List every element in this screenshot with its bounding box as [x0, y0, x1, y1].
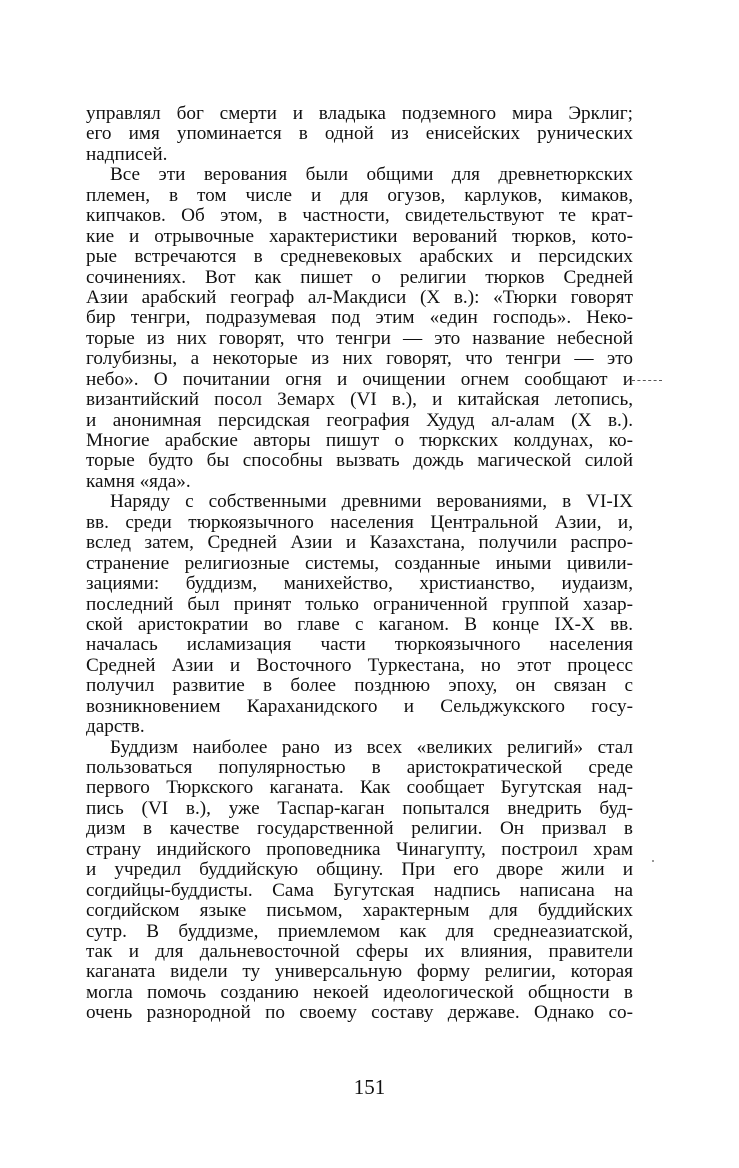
text-line: получил развитие в более позднюю эпоху, он связан с — [86, 675, 633, 697]
text-line: Азии арабский географ ал-Макдиси (X в.): «Тюрки говорят — [86, 286, 633, 308]
text-line: вв. среди тюркоязычного населения Центральной Азии, и, — [86, 511, 633, 533]
text-line: страну индийского проповедника Чинагупту, построил храм — [86, 838, 633, 860]
text-line: торые будто бы способны вызвать дождь магической силой — [86, 450, 633, 472]
text-line: так и для дальневосточной сферы их влияния, правители — [86, 940, 633, 962]
text-line: сутр. В буддизме, приемлемом как для среднеазиатской, — [86, 920, 633, 942]
text-line: пись (VI в.), уже Таспар-каган попытался внедрить буд- — [86, 797, 633, 819]
paragraph — [86, 104, 633, 165]
text-line: небо». О почитании огня и очищении огнем сообщают и — [86, 368, 633, 390]
body-text — [86, 104, 633, 1024]
text-line: Буддизм наиболее рано из всех «великих религий» стал — [110, 736, 633, 758]
text-line: возникновением Караханидского и Сельджукского госу- — [86, 695, 633, 717]
text-line: пользоваться популярностью в аристократической среде — [86, 757, 633, 778]
text-line: дарств. — [86, 716, 145, 738]
text-line: сочинениях. Вот как пишет о религии тюрков Средней — [86, 266, 633, 288]
text-line: византийский посол Земарх (VI в.), и китайская летопись, — [86, 389, 633, 411]
text-line: согдийском языке письмом, характерным для буддийских — [86, 900, 633, 922]
paragraph — [86, 492, 633, 737]
text-line: камня «яда». — [86, 470, 191, 492]
text-line: племен, в том числе и для огузов, карлуков, кимаков, — [86, 184, 633, 206]
text-line: и анонимная персидская география Худуд ал-алам (X в.). — [86, 409, 633, 431]
margin-mark — [632, 380, 662, 381]
text-line: его имя упоминается в одной из енисейских рунических — [86, 123, 633, 145]
text-line: кипчаков. Об этом, в частности, свидетельствуют те крат- — [86, 205, 633, 227]
text-line: дизм в качестве государственной религии. Он призвал в — [86, 818, 633, 840]
text-line: торые из них говорят, что тенгри — это название небесной — [86, 327, 633, 349]
text-line: вслед затем, Средней Азии и Казахстана, получили распро- — [86, 532, 633, 554]
text-line: очень разнородной по своему составу державе. Однако со- — [86, 1002, 633, 1024]
text-line: началась исламизация части тюркоязычного населения — [86, 634, 633, 656]
text-line: последний был принят только ограниченной группой хазар- — [86, 593, 633, 615]
text-line: каганата видели ту универсальную форму религии, которая — [86, 961, 633, 983]
text-line: странение религиозные системы, созданные иными цивили- — [86, 552, 633, 574]
text-line: могла помочь созданию некоей идеологической общности в — [86, 981, 633, 1003]
text-line: зациями: буддизм, манихейство, христианство, иудаизм, — [86, 573, 633, 595]
text-line: первого Тюркского каганата. Как сообщает Бугутская над- — [86, 777, 633, 799]
text-line: Средней Азии и Восточного Туркестана, но этот процесс — [86, 654, 633, 676]
text-line: и учредил буддийскую общину. При его дворе жили и — [86, 859, 633, 881]
text-line: рые встречаются в средневековых арабских и персидских — [86, 246, 633, 268]
text-line: кие и отрывочные характеристики верований тюрков, кото- — [86, 225, 633, 247]
paragraph — [86, 738, 633, 1024]
text-line: ской аристократии во главе с каганом. В конце IX-X вв. — [86, 613, 633, 635]
text-line: Многие арабские авторы пишут о тюркских колдунах, ко- — [86, 430, 633, 451]
text-line: Все эти верования были общими для древнетюркских — [110, 164, 633, 186]
scan-speck — [652, 860, 654, 862]
text-line: бир тенгри, подразумевая под этим «един господь». Неко- — [86, 307, 633, 329]
text-line: Наряду с собственными древними верованиями, в VI-IX — [110, 491, 633, 513]
page-number: 151 — [353, 1075, 386, 1099]
text-line: голубизны, а некоторые из них говорят, что тенгри — это — [86, 348, 633, 370]
text-line: управлял бог смерти и владыка подземного мира Эрклиг; — [86, 103, 633, 124]
text-line: согдийцы-буддисты. Сама Бугутская надпись написана на — [86, 879, 633, 901]
text-line: надписей. — [86, 143, 168, 165]
paragraph — [86, 165, 633, 492]
